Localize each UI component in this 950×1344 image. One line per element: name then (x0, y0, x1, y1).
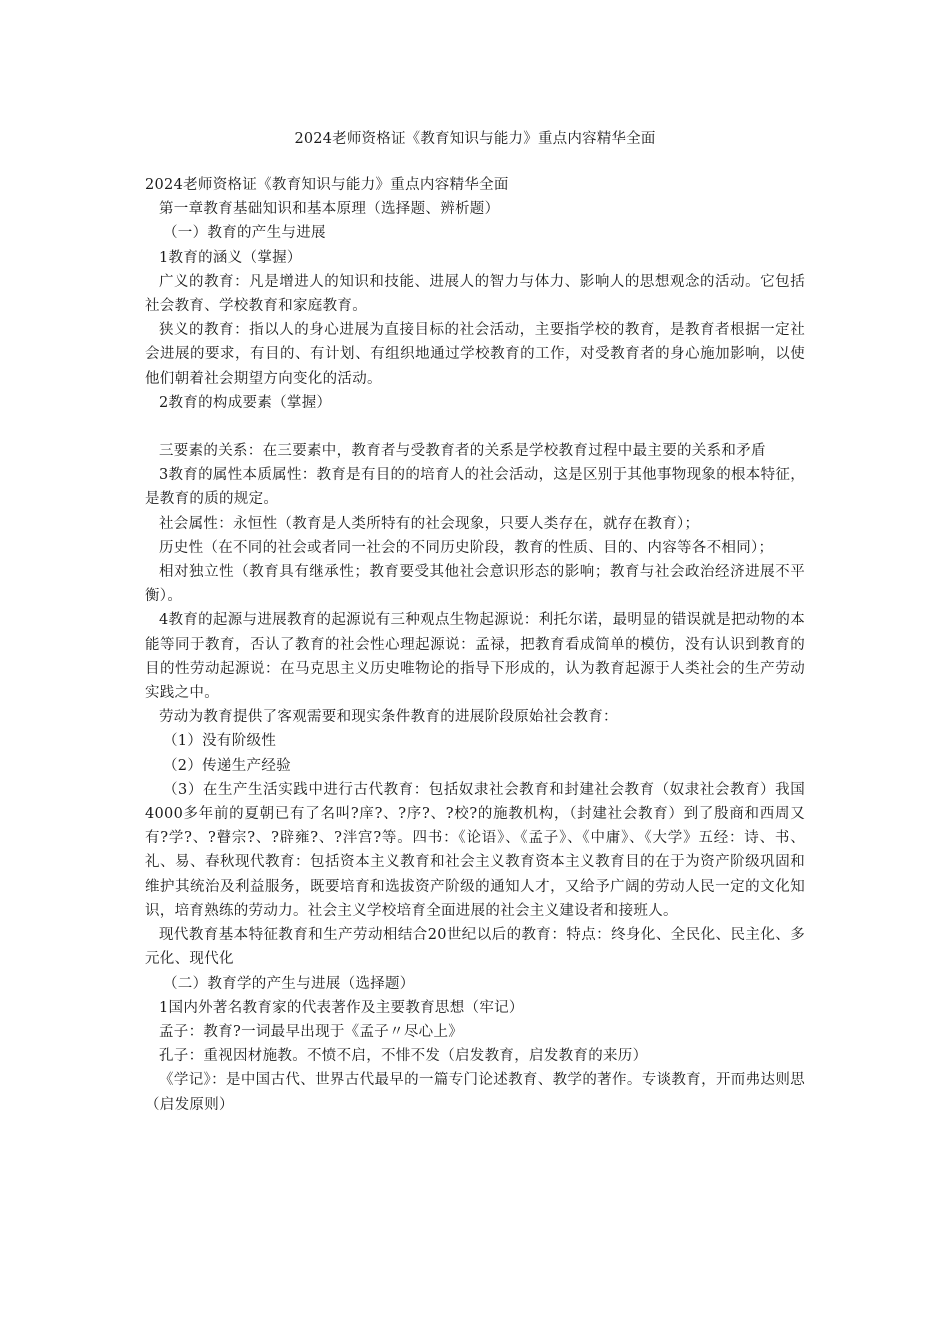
paragraph-subsection: 2教育的构成要素（掌握） (159, 394, 332, 411)
paragraph: 社会属性：永恒性（教育是人类所特有的社会现象，只要人类存在，就存在教育）； (159, 515, 700, 532)
paragraph: 《学记》：是中国古代、世界古代最早的一篇专门论述教育、教学的著作。专谈教育，开而弗达则思（启发原则） (145, 1072, 805, 1113)
paragraph: 历史性（在不同的社会或者同一社会的不同历史阶段，教育的性质、目的、内容等各不相同）； (159, 539, 774, 556)
paragraph: 三要素的关系：在三要素中，教育者与受教育者的关系是学校教育过程中最主要的关系和矛盾 (159, 443, 766, 460)
paragraph: 孔子：重视因材施教。不愤不启，不悱不发（启发教育，启发教育的来历） (159, 1048, 648, 1065)
paragraph-chapter: 第一章教育基础知识和基本原理（选择题、辨析题） (159, 201, 500, 218)
paragraph-subsection: 1国内外著名教育家的代表著作及主要教育思想（牢记） (159, 999, 524, 1016)
paragraph-heading: 2024老师资格证《教育知识与能力》重点内容精华全面 (145, 177, 509, 193)
paragraph-subsection: 1教育的涵义（掌握） (159, 249, 302, 266)
list-item: （2）传递生产经验 (163, 757, 291, 774)
paragraph: 孟子：教育?一词最早出现于《孟子〃尽心上》 (159, 1023, 464, 1040)
paragraph: 狭义的教育：指以人的身心进展为直接目标的社会活动，主要指学校的教育，是教育者根据一定社会进展的要求，有目的、有计划、有组织地通过学校教育的工作，对受教育者的身心施加影响，以使他们朝着社会期望方向变化的活动。 (145, 322, 805, 387)
paragraph: 3教育的属性本质属性：教育是有目的的培育人的社会活动，这是区别于其他事物现象的根本特征，是教育的质的规定。 (145, 467, 805, 508)
list-item: （1）没有阶级性 (163, 733, 277, 750)
document-body (145, 173, 805, 1117)
paragraph: 现代教育基本特征教育和生产劳动相结合20世纪以后的教育：特点：终身化、全民化、民主化、多元化、现代化 (145, 927, 805, 968)
paragraph: 劳动为教育提供了客观需要和现实条件教育的进展阶段原始社会教育： (159, 709, 618, 726)
list-item: （3）在生产生活实践中进行古代教育：包括奴隶社会教育和封建社会教育（奴隶社会教育）我国4000多年前的夏朝已有了名叫?庠?、?序?、?校?的施教机构，（封建社会教育）到了殷商和西周又有?学?、?瞽宗?、?辟雍?、?泮宫?等。四书：《论语》、《孟子》、《中庸》、《大学》五经：诗、书、礼、易、春秋现代教育：包括资本主义教育和社会主义教育资本主义教育目的在于为资产阶级巩固和维护其统治及利益服务，既要培育和选拔资产阶级的通知人才，又给予广阔的劳动人民一定的文化知识，培育熟练的劳动力。社会主义学校培育全面进展的社会主义建设者和接班人。 (145, 781, 805, 919)
paragraph: 4教育的起源与进展教育的起源说有三种观点生物起源说：利托尔诺，最明显的错误就是把动物的本能等同于教育，否认了教育的社会性心理起源说：孟禄，把教育看成简单的模仿，没有认识到教育的目的性劳动起源说：在马克思主义历史唯物论的指导下形成的，认为教育起源于人类社会的生产劳动实践之中。 (145, 612, 805, 702)
paragraph-section: （二）教育学的产生与进展（选择题） (163, 975, 415, 992)
paragraph-section: （一）教育的产生与进展 (163, 225, 326, 242)
paragraph: 相对独立性（教育具有继承性；教育要受其他社会意识形态的影响；教育与社会政治经济进展不平衡）。 (145, 564, 805, 605)
document-title: 2024老师资格证《教育知识与能力》重点内容精华全面 (294, 131, 656, 147)
paragraph: 广义的教育：凡是增进人的知识和技能、进展人的智力与体力、影响人的思想观念的活动。它包括社会教育、学校教育和家庭教育。 (145, 273, 805, 315)
